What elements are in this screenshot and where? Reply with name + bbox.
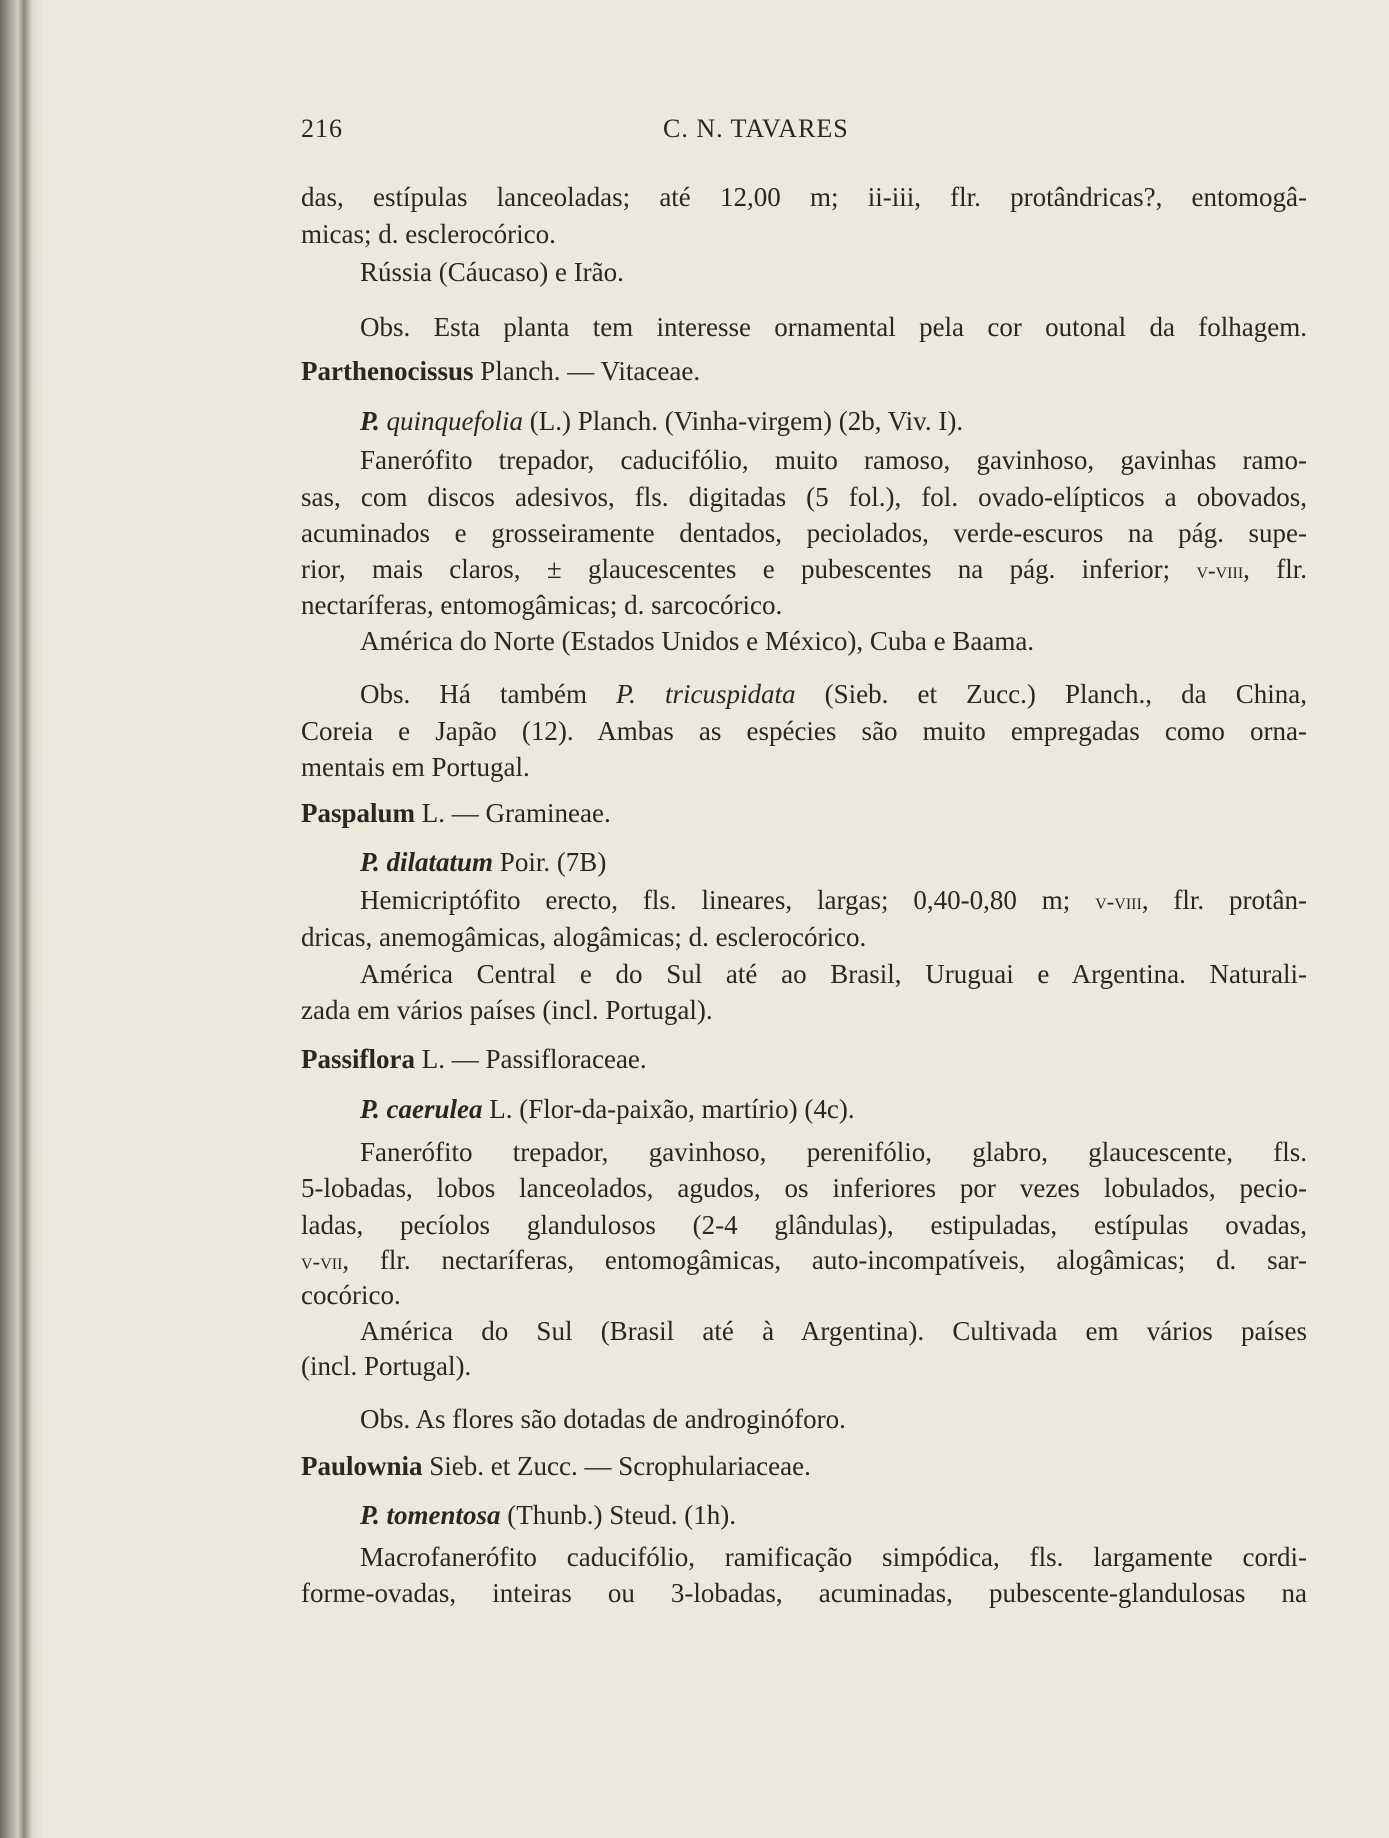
genus-heading: Paspalum — [301, 798, 416, 828]
text-segment: nectaríferas, entomogâmicas; d. sarcocórico. — [301, 590, 783, 620]
text-segment: , flr. — [1243, 554, 1307, 584]
text-line — [360, 311, 1307, 343]
text-line — [360, 1403, 1307, 1435]
text-segment: ii-iii — [867, 182, 915, 212]
text-segment: Obs. Esta planta tem interesse ornamental pela cor outonal da folhagem. — [360, 312, 1307, 342]
text-segment: Macrofanerófito caducifólio, ramificação simpódica, fls. largamente cordi- — [360, 1542, 1307, 1572]
text-segment: , flr. protân- — [1141, 885, 1307, 915]
text-segment: das, estípulas lanceoladas; até 12,00 m; — [301, 182, 868, 212]
text-line — [301, 181, 1307, 213]
text-segment: v-viii — [1196, 558, 1244, 583]
text-segment: v-viii — [1095, 889, 1142, 914]
text-line — [301, 797, 1307, 829]
text-segment: acuminados e grosseiramente dentados, peciolados, verde-escuros na pág. supe- — [301, 518, 1307, 548]
text-segment: América do Sul (Brasil até à Argentina). Cultivada em vários países — [360, 1316, 1307, 1346]
text-line — [301, 1577, 1307, 1609]
text-line — [301, 1244, 1307, 1278]
text-segment: Coreia e Japão (12). Ambas as espécies são muito empregadas como orna- — [301, 716, 1307, 746]
text-segment: Poir. (7B) — [493, 847, 607, 877]
text-segment: rior, mais claros, ± glaucescentes e pubescentes na pág. inferior; — [301, 554, 1197, 584]
species-name: P. tricuspidata — [616, 679, 796, 709]
text-segment: (Thunb.) Steud. (1h). — [500, 1500, 736, 1530]
text-segment: L. (Flor-da-paixão, martírio) (4c). — [482, 1094, 855, 1124]
text-segment: mentais em Portugal. — [301, 752, 530, 782]
text-segment: (Sieb. et Zucc.) Planch., da China, — [795, 679, 1307, 709]
text-segment: (L.) Planch. (Vinha-virgem) (2b, Viv. I). — [523, 406, 964, 436]
text-line — [360, 1499, 1307, 1531]
text-line — [360, 1136, 1307, 1168]
text-line — [301, 1279, 1307, 1311]
page-number: 216 — [301, 114, 343, 143]
text-line — [360, 1093, 1307, 1125]
text-line — [301, 1350, 1307, 1382]
text-line — [301, 994, 1307, 1026]
text-segment: , flr. protândricas?, entomogâ- — [914, 182, 1307, 212]
text-segment: dricas, anemogâmicas, alogâmicas; d. esclerocórico. — [301, 922, 867, 952]
text-line — [301, 218, 1307, 250]
species-name: P. tomentosa — [360, 1500, 501, 1530]
genus-heading: Parthenocissus — [301, 356, 474, 386]
genus-heading: Passiflora — [301, 1044, 415, 1074]
text-segment: América do Norte (Estados Unidos e México), Cuba e Baama. — [360, 626, 1035, 656]
text-segment: sas, com discos adesivos, fls. digitadas (5 fol.), fol. ovado-elípticos a obovados, — [301, 482, 1307, 512]
text-line — [301, 1450, 1307, 1482]
text-segment: L. — Passifloraceae. — [415, 1044, 647, 1074]
text-segment: Fanerófito trepador, gavinhoso, perenifólio, glabro, glaucescente, fls. — [360, 1137, 1307, 1167]
text-segment: Obs. Há também — [360, 679, 617, 709]
text-segment: zada em vários países (incl. Portugal). — [301, 995, 713, 1025]
text-segment: cocórico. — [301, 1280, 401, 1310]
species-name: P. caerulea — [360, 1094, 483, 1124]
text-segment: Rússia (Cáucaso) e Irão. — [360, 257, 624, 287]
species-name: P. — [360, 406, 380, 436]
text-segment: 5-lobadas, lobos lanceolados, agudos, os inferiores por vezes lobulados, pecio- — [301, 1173, 1307, 1203]
text-line — [301, 517, 1307, 549]
text-segment: micas; d. esclerocórico. — [301, 219, 556, 249]
text-segment: Sieb. et Zucc. — Scrophulariaceae. — [422, 1451, 811, 1481]
text-segment: Fanerófito trepador, caducifólio, muito ramoso, gavinhoso, gavinhas ramo- — [360, 445, 1307, 475]
text-segment: v-vii — [301, 1249, 343, 1274]
species-name: P. dilatatum — [360, 847, 494, 877]
text-segment: Hemicriptófito erecto, fls. lineares, largas; 0,40-0,80 m; — [360, 885, 1096, 915]
text-line — [301, 1043, 1307, 1075]
text-line — [360, 256, 1307, 288]
running-title: C. N. TAVARES — [663, 114, 849, 143]
text-segment: , flr. nectaríferas, entomogâmicas, auto-incompatíveis, alogâmicas; d. sar- — [342, 1245, 1307, 1275]
text-line — [301, 751, 1307, 783]
text-segment: L. — Gramineae. — [415, 798, 611, 828]
text-segment: América Central e do Sul até ao Brasil, Uruguai e Argentina. Naturali- — [360, 959, 1307, 989]
text-line — [301, 1172, 1307, 1204]
genus-heading: Paulownia — [301, 1451, 423, 1481]
text-line — [360, 884, 1307, 918]
book-spine-shadow — [0, 0, 44, 1838]
text-segment: forme-ovadas, inteiras ou 3-lobadas, acuminadas, pubescente-glandulosas na — [301, 1578, 1307, 1608]
text-line — [360, 846, 1307, 878]
text-line — [301, 921, 1307, 953]
text-line — [360, 405, 1307, 437]
text-line — [301, 481, 1307, 513]
text-line — [360, 958, 1307, 990]
text-line — [301, 553, 1307, 587]
text-line — [301, 355, 1307, 387]
text-segment: ladas, pecíolos glandulosos (2-4 glândulas), estipuladas, estípulas ovadas, — [301, 1210, 1307, 1240]
text-line — [360, 1315, 1307, 1347]
text-line — [360, 678, 1307, 710]
text-line — [360, 444, 1307, 476]
text-line — [360, 1541, 1307, 1573]
text-segment: Planch. — Vitaceae. — [473, 356, 701, 386]
text-segment: Obs. As flores são dotadas de androginóforo. — [360, 1404, 846, 1434]
text-line — [301, 1209, 1307, 1241]
text-line — [360, 625, 1307, 657]
text-line — [301, 715, 1307, 747]
species-name: quinquefolia — [379, 406, 524, 436]
text-segment: (incl. Portugal). — [301, 1351, 472, 1381]
text-line — [301, 589, 1307, 621]
